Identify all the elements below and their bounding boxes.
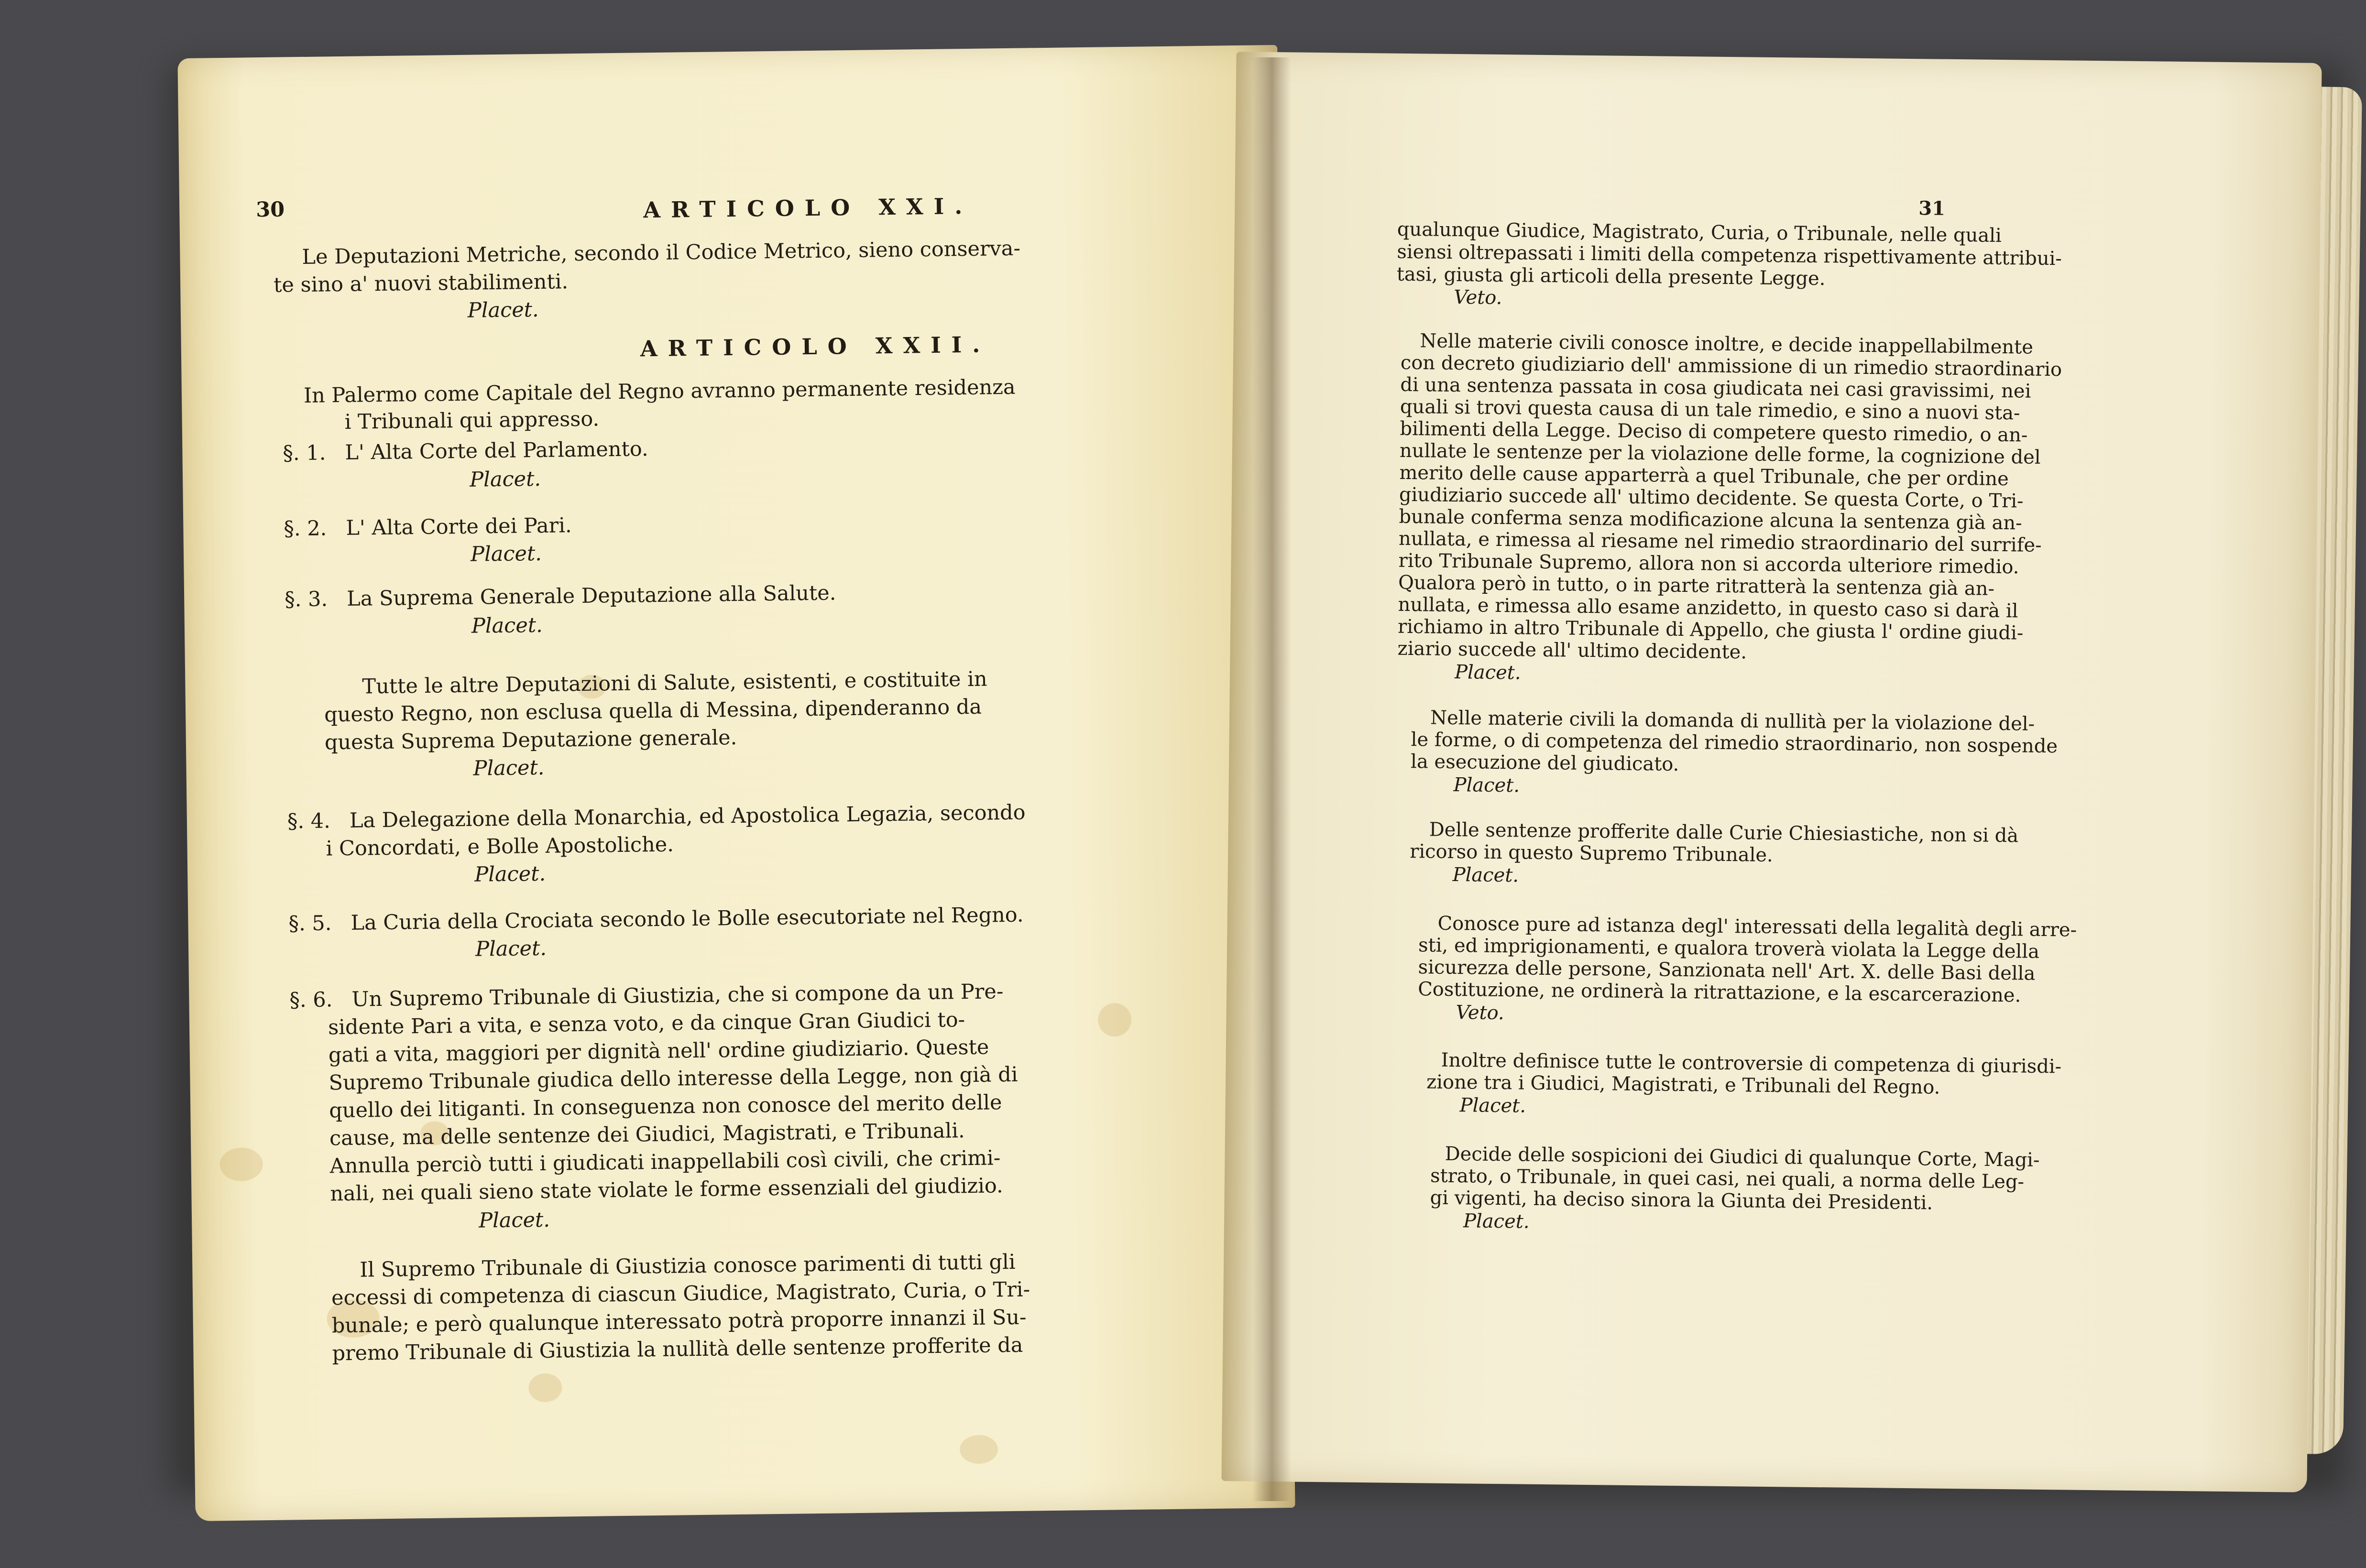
- text-line: L' Alta Corte del Parlamento.: [345, 437, 648, 465]
- text-line: nullata, e rimessa allo esame anzidetto, in questo caso si darà il: [1398, 593, 2018, 622]
- section-number: §. 4.: [287, 809, 331, 834]
- text-line: In Palermo come Capitale del Regno avranno permanente residenza: [303, 375, 1016, 408]
- text-line: sicurezza delle persone, Sanzionata nell' Art. X. delle Basi della: [1418, 956, 2036, 985]
- text-line: questa Suprema Deputazione generale.: [324, 725, 737, 755]
- right-page: [1221, 52, 2322, 1492]
- placet-mark: Placet.: [473, 755, 545, 781]
- text-line: giudiziario succede all' ultimo decidente. Se questa Corte, o Tri-: [1399, 483, 2024, 512]
- text-line: Inoltre definisce tutte le controversie di competenza di giurisdi-: [1441, 1049, 2062, 1078]
- text-line: ricorso in questo Supremo Tribunale.: [1409, 840, 1774, 867]
- text-line: Decide delle sospicioni dei Giudici di qualunque Corte, Magi-: [1445, 1143, 2040, 1171]
- left-page: [177, 45, 1295, 1521]
- text-line: premo Tribunale di Giustizia la nullità delle sentenze profferite da: [332, 1333, 1023, 1366]
- text-line: le forme, o di competenza del rimedio straordinario, non sospende: [1411, 729, 2058, 758]
- text-line: Nelle materie civili la domanda di nullità per la violazione del-: [1430, 707, 2035, 735]
- placet-mark: Placet.: [1454, 661, 1521, 684]
- page-number: 30: [255, 197, 285, 222]
- section-number: §. 1.: [283, 441, 326, 466]
- text-line: nali, nei quali sieno state violate le forme essenziali del giudizio.: [330, 1174, 1003, 1206]
- text-line: Un Supremo Tribunale di Giustizia, che si compone da un Pre-: [351, 980, 1004, 1012]
- placet-mark: Placet.: [474, 861, 546, 887]
- text-line: Supremo Tribunale giudica dello interesse della Legge, non già di: [329, 1062, 1018, 1095]
- text-line: Annulla perciò tutti i giudicati inappellabili così civili, che crimi-: [329, 1146, 1001, 1178]
- placet-mark: Placet.: [478, 1208, 550, 1233]
- section-number: §. 5.: [288, 911, 332, 936]
- text-line: di una sentenza passata in cosa giudicata nei casi gravissimi, nei: [1400, 373, 2031, 403]
- text-line: siensi oltrepassati i limiti della competenza rispettivamente attribui-: [1397, 240, 2062, 270]
- text-line: Tutte le altre Deputazioni di Salute, esistenti, e costituite in: [362, 667, 987, 699]
- text-line: qualunque Giudice, Magistrato, Curia, o Tribunale, nelle quali: [1397, 218, 2002, 247]
- text-line: nullata, e rimessa al riesame nel rimedio straordinario del surrife-: [1398, 527, 2042, 556]
- text-line: Il Supremo Tribunale di Giustizia conosce parimenti di tutti gli: [360, 1250, 1016, 1282]
- text-line: ziario succede all' ultimo decidente.: [1397, 637, 1747, 664]
- placet-mark: Placet.: [471, 613, 543, 638]
- text-line: Qualora però in tutto, o in parte ritratterà la sentenza già an-: [1398, 571, 1995, 600]
- placet-mark: Placet.: [1459, 1094, 1526, 1117]
- left-page-text: [177, 45, 1295, 1521]
- text-line: sidente Pari a vita, e senza voto, e da cinque Gran Giudici to-: [328, 1008, 965, 1040]
- text-line: La Delegazione della Monarchia, ed Apostolica Legazia, secondo: [349, 800, 1026, 833]
- text-line: zione tra i Giudici, Magistrati, e Tribunali del Regno.: [1426, 1071, 1940, 1099]
- section-number: §. 3.: [284, 587, 328, 612]
- text-line: la esecuzione del giudicato.: [1410, 751, 1679, 775]
- text-line: Le Deputazioni Metriche, secondo il Codice Metrico, sieno conserva-: [302, 236, 1021, 270]
- text-line: bunale; e però qualunque interessato potrà proporre innanzi il Su-: [331, 1305, 1027, 1338]
- text-line: richiamo in altro Tribunale di Appello, che giusta l' ordine giudi-: [1397, 615, 2024, 644]
- text-line: rito Tribunale Supremo, allora non si accorda ulteriore rimedio.: [1398, 549, 2019, 578]
- text-line: eccessi di competenza di ciascun Giudice, Magistrato, Curia, o Tri-: [331, 1277, 1030, 1310]
- text-line: Costituzione, ne ordinerà la ritrattazione, e la escarcerazione.: [1417, 978, 2021, 1007]
- article-heading: ARTICOLO XXI.: [643, 193, 973, 223]
- veto-mark: Veto.: [1456, 1002, 1504, 1024]
- text-line: bunale conferma senza modificazione alcuna la sentenza già an-: [1399, 505, 2022, 534]
- text-line: La Curia della Crociata secondo le Bolle esecutoriate nel Regno.: [351, 903, 1024, 935]
- book-gutter: [1253, 57, 1291, 1501]
- placet-mark: Placet.: [1453, 774, 1520, 797]
- text-line: gati a vita, maggiori per dignità nell' ordine giudiziario. Queste: [328, 1035, 989, 1067]
- page-number: 31: [1918, 197, 1946, 220]
- text-line: bilimenti della Legge. Deciso di competere questo rimedio, o an-: [1400, 417, 2028, 446]
- text-line: strato, o Tribunale, in quei casi, nei quali, a norma delle Leg-: [1430, 1165, 2025, 1193]
- text-line: Nelle materie civili conosce inoltre, e decide inappellabilmente: [1420, 330, 2034, 359]
- text-line: nullate le sentenze per la violazione delle forme, la cognizione del: [1399, 439, 2041, 468]
- placet-mark: Placet.: [1463, 1210, 1530, 1233]
- placet-mark: Placet.: [1452, 864, 1519, 887]
- text-line: i Tribunali qui appresso.: [344, 407, 600, 434]
- text-line: tasi, giusta gli articoli della presente Legge.: [1396, 263, 1826, 290]
- text-line: te sino a' nuovi stabilimenti.: [273, 270, 569, 297]
- section-number: §. 6.: [289, 988, 333, 1013]
- right-page-text: [1221, 52, 2322, 1492]
- text-line: quello dei litiganti. In conseguenza non conosce del merito delle: [329, 1090, 1002, 1123]
- text-line: con decreto giudiziario dell' ammissione di un rimedio straordinario: [1400, 351, 2062, 381]
- text-line: merito delle cause apparterrà a quel Tribunale, che per ordine: [1399, 461, 2009, 490]
- text-line: i Concordati, e Bolle Apostoliche.: [326, 832, 674, 861]
- placet-mark: Placet.: [467, 297, 539, 323]
- placet-mark: Placet.: [470, 541, 542, 566]
- veto-mark: Veto.: [1454, 286, 1502, 309]
- section-number: §. 2.: [284, 516, 327, 541]
- text-line: L' Alta Corte dei Pari.: [346, 513, 572, 540]
- text-line: questo Regno, non esclusa quella di Messina, dipenderanno da: [324, 695, 982, 727]
- text-line: Delle sentenze profferite dalle Curie Chiesiastiche, non si dà: [1429, 818, 2019, 847]
- text-line: gi vigenti, ha deciso sinora la Giunta dei Presidenti.: [1430, 1187, 1933, 1214]
- text-line: quali si trovi questa causa di un tale rimedio, e sino a nuovi sta-: [1400, 395, 2020, 425]
- article-heading: ARTICOLO XXII.: [640, 331, 991, 362]
- placet-mark: Placet.: [475, 936, 547, 961]
- text-line: Conosce pure ad istanza degl' interessati della legalità degli arre-: [1437, 912, 2077, 941]
- text-line: cause, ma delle sentenze dei Giudici, Magistrati, e Tribunali.: [329, 1119, 965, 1151]
- text-line: La Suprema Generale Deputazione alla Salute.: [346, 581, 836, 611]
- text-line: sti, ed imprigionamenti, e qualora troverà violata la Legge della: [1418, 934, 2040, 963]
- placet-mark: Placet.: [469, 467, 541, 492]
